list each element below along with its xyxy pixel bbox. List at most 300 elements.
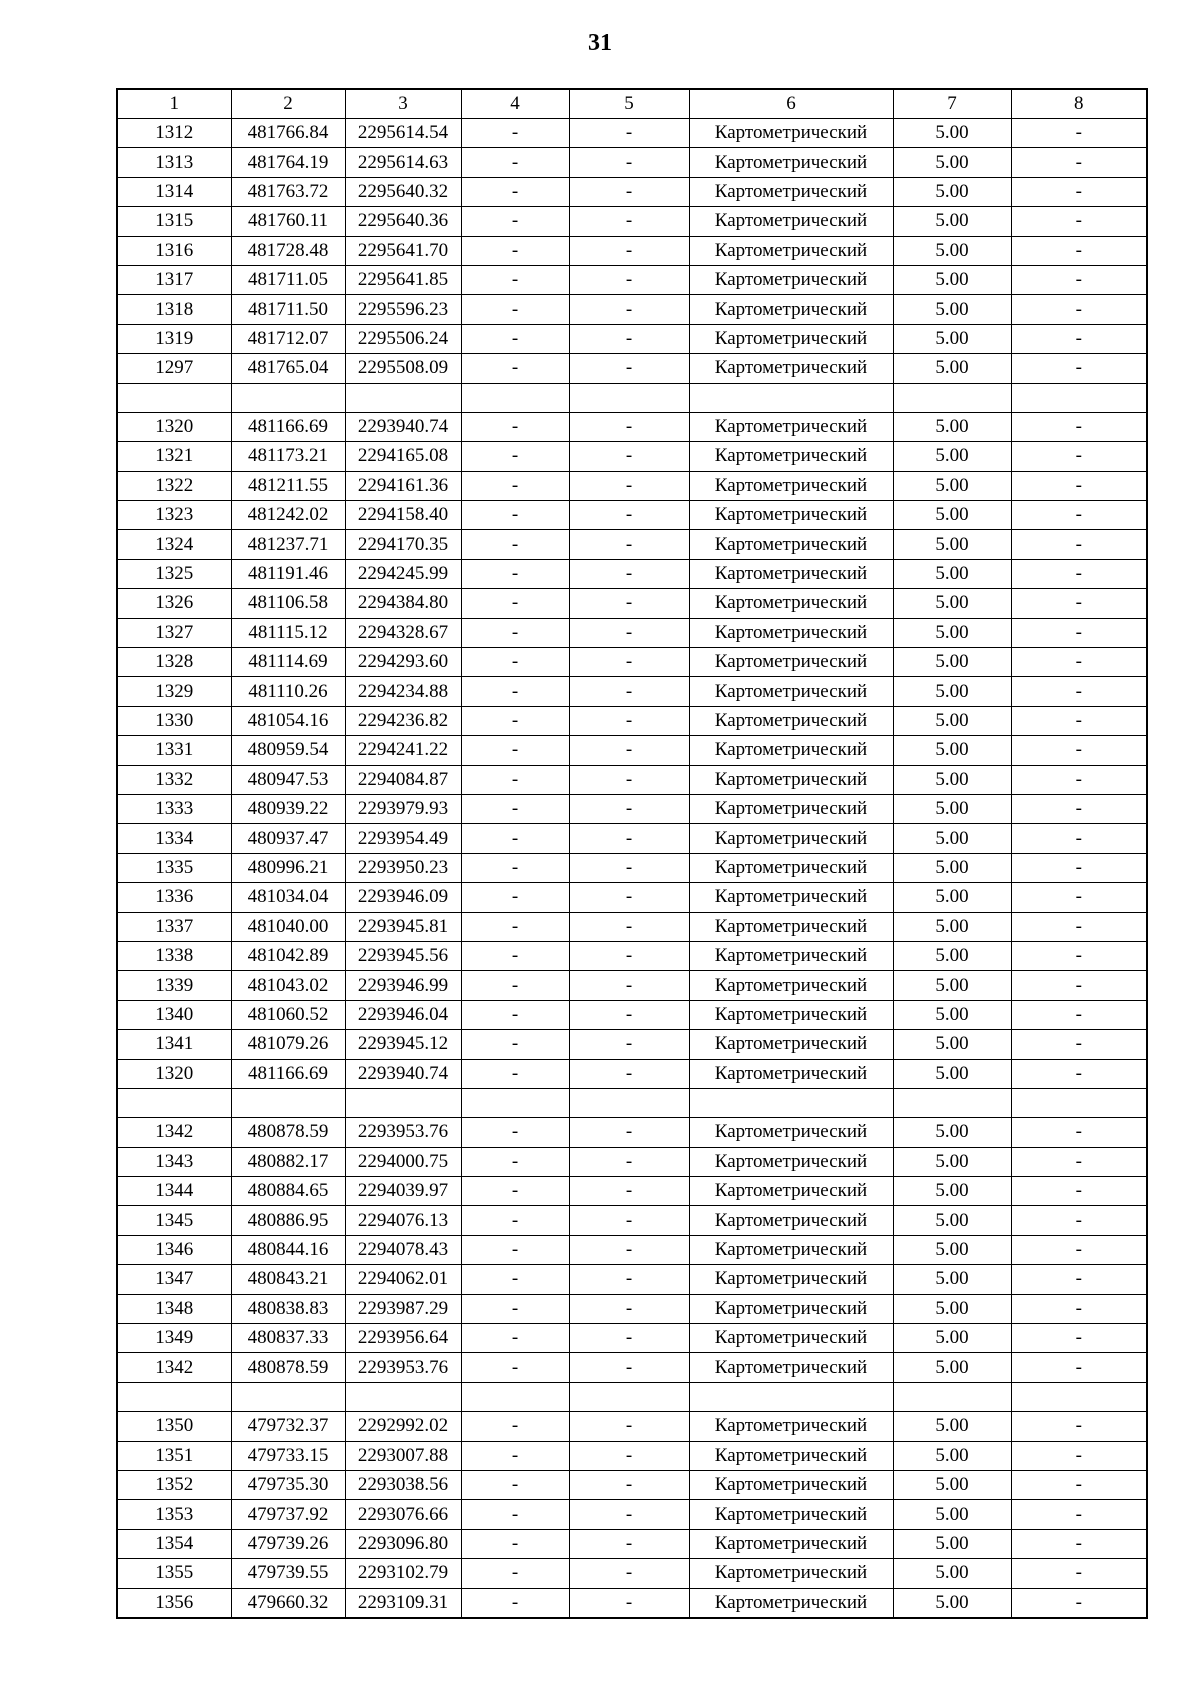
table-cell: - bbox=[461, 412, 569, 441]
table-cell: 2293038.56 bbox=[345, 1470, 461, 1499]
table-cell: 1297 bbox=[117, 354, 231, 383]
table-row bbox=[117, 1088, 1147, 1117]
table-cell bbox=[689, 1088, 893, 1117]
table-cell bbox=[231, 1382, 345, 1411]
table-cell: - bbox=[1011, 412, 1147, 441]
table-cell: 5.00 bbox=[893, 794, 1011, 823]
header-row bbox=[117, 89, 1147, 119]
table-cell: 1334 bbox=[117, 824, 231, 853]
table-row bbox=[117, 1059, 1147, 1088]
table-cell: - bbox=[569, 1324, 689, 1353]
table-cell: - bbox=[569, 412, 689, 441]
table-row bbox=[117, 559, 1147, 588]
table-cell: - bbox=[1011, 1353, 1147, 1382]
table-cell: Картометрический bbox=[689, 912, 893, 941]
table-cell bbox=[117, 1088, 231, 1117]
table-cell: - bbox=[569, 177, 689, 206]
table-cell: 1320 bbox=[117, 1059, 231, 1088]
table-cell bbox=[1011, 1382, 1147, 1411]
table-cell bbox=[117, 1382, 231, 1411]
table-cell: - bbox=[461, 442, 569, 471]
table-cell: - bbox=[569, 207, 689, 236]
table-cell: 2295640.32 bbox=[345, 177, 461, 206]
table-cell: 1317 bbox=[117, 265, 231, 294]
table-cell: - bbox=[461, 941, 569, 970]
table-cell: 1318 bbox=[117, 295, 231, 324]
table-cell: Картометрический bbox=[689, 1470, 893, 1499]
table-row bbox=[117, 1412, 1147, 1441]
table-cell: Картометрический bbox=[689, 1118, 893, 1147]
table-cell: Картометрический bbox=[689, 736, 893, 765]
table-cell: 5.00 bbox=[893, 207, 1011, 236]
table-row bbox=[117, 1588, 1147, 1618]
table-cell: 5.00 bbox=[893, 119, 1011, 148]
table-cell: 2293956.64 bbox=[345, 1324, 461, 1353]
table-cell: 481042.89 bbox=[231, 941, 345, 970]
table-cell: - bbox=[1011, 1441, 1147, 1470]
table-cell: 5.00 bbox=[893, 1059, 1011, 1088]
table-cell: 2294234.88 bbox=[345, 677, 461, 706]
table-row bbox=[117, 1382, 1147, 1411]
table-cell: - bbox=[1011, 501, 1147, 530]
table-cell: 2295508.09 bbox=[345, 354, 461, 383]
table-cell: - bbox=[569, 471, 689, 500]
table-cell bbox=[569, 1088, 689, 1117]
table-cell: - bbox=[461, 1206, 569, 1235]
table-cell: - bbox=[1011, 1529, 1147, 1558]
table-cell: - bbox=[1011, 265, 1147, 294]
table-cell: Картометрический bbox=[689, 589, 893, 618]
table-cell: 5.00 bbox=[893, 471, 1011, 500]
table-cell: 2294158.40 bbox=[345, 501, 461, 530]
table-row bbox=[117, 501, 1147, 530]
table-cell: Картометрический bbox=[689, 412, 893, 441]
table-cell: 2294062.01 bbox=[345, 1265, 461, 1294]
table-cell: Картометрический bbox=[689, 1030, 893, 1059]
table-cell: Картометрический bbox=[689, 765, 893, 794]
table-row bbox=[117, 1441, 1147, 1470]
table-cell: 480878.59 bbox=[231, 1353, 345, 1382]
table-cell: 481765.04 bbox=[231, 354, 345, 383]
table-cell bbox=[1011, 383, 1147, 412]
table-cell: - bbox=[461, 765, 569, 794]
table-cell bbox=[461, 1088, 569, 1117]
table-cell: 1344 bbox=[117, 1177, 231, 1206]
table-cell: - bbox=[1011, 648, 1147, 677]
table-cell: 5.00 bbox=[893, 530, 1011, 559]
table-cell: 480844.16 bbox=[231, 1235, 345, 1264]
table-cell: 1330 bbox=[117, 706, 231, 735]
table-cell: - bbox=[569, 1412, 689, 1441]
table-cell: - bbox=[461, 1470, 569, 1499]
table-cell: 481166.69 bbox=[231, 412, 345, 441]
table-cell: - bbox=[461, 119, 569, 148]
table-cell: 480843.21 bbox=[231, 1265, 345, 1294]
table-cell: - bbox=[1011, 295, 1147, 324]
table-cell: - bbox=[1011, 530, 1147, 559]
table-cell: - bbox=[1011, 824, 1147, 853]
table-cell: 481711.05 bbox=[231, 265, 345, 294]
table-cell: - bbox=[1011, 177, 1147, 206]
table-cell: - bbox=[1011, 1030, 1147, 1059]
table-cell bbox=[893, 1088, 1011, 1117]
table-row bbox=[117, 618, 1147, 647]
table-cell: - bbox=[569, 589, 689, 618]
table-cell: 480959.54 bbox=[231, 736, 345, 765]
table-cell: 1342 bbox=[117, 1353, 231, 1382]
table-cell: - bbox=[461, 1559, 569, 1588]
table-cell: 5.00 bbox=[893, 1353, 1011, 1382]
table-cell: - bbox=[569, 1441, 689, 1470]
table-cell: Картометрический bbox=[689, 1559, 893, 1588]
table-cell: - bbox=[461, 706, 569, 735]
table-cell: 5.00 bbox=[893, 765, 1011, 794]
table-cell: 1349 bbox=[117, 1324, 231, 1353]
table-cell: 2294236.82 bbox=[345, 706, 461, 735]
table-cell: - bbox=[1011, 1177, 1147, 1206]
table-cell: Картометрический bbox=[689, 207, 893, 236]
table-cell: 5.00 bbox=[893, 1529, 1011, 1558]
table-cell: 5.00 bbox=[893, 1235, 1011, 1264]
table-cell: - bbox=[461, 1353, 569, 1382]
table-cell: Картометрический bbox=[689, 1412, 893, 1441]
table-cell: 2294161.36 bbox=[345, 471, 461, 500]
table-cell: - bbox=[461, 971, 569, 1000]
table-cell: 2294000.75 bbox=[345, 1147, 461, 1176]
table-cell: 481242.02 bbox=[231, 501, 345, 530]
table-cell: - bbox=[569, 1235, 689, 1264]
column-header: 5 bbox=[569, 89, 689, 119]
table-cell: 481079.26 bbox=[231, 1030, 345, 1059]
table-cell: 1343 bbox=[117, 1147, 231, 1176]
table-cell: 481711.50 bbox=[231, 295, 345, 324]
table-cell: 480884.65 bbox=[231, 1177, 345, 1206]
table-cell: - bbox=[1011, 1559, 1147, 1588]
table-cell: 2293953.76 bbox=[345, 1353, 461, 1382]
table-cell: - bbox=[569, 324, 689, 353]
table-cell: 1351 bbox=[117, 1441, 231, 1470]
table-cell: - bbox=[1011, 148, 1147, 177]
table-cell: 2293109.31 bbox=[345, 1588, 461, 1618]
table-cell: - bbox=[1011, 706, 1147, 735]
column-header: 3 bbox=[345, 89, 461, 119]
table-cell: 2294245.99 bbox=[345, 559, 461, 588]
table-cell: 5.00 bbox=[893, 442, 1011, 471]
table-cell: - bbox=[1011, 853, 1147, 882]
table-row bbox=[117, 883, 1147, 912]
table-cell: - bbox=[461, 324, 569, 353]
table-cell: Картометрический bbox=[689, 559, 893, 588]
table-cell: 2294084.87 bbox=[345, 765, 461, 794]
table-cell: Картометрический bbox=[689, 1235, 893, 1264]
table-cell: - bbox=[1011, 883, 1147, 912]
table-cell: - bbox=[461, 295, 569, 324]
table-cell: 481054.16 bbox=[231, 706, 345, 735]
table-cell: 5.00 bbox=[893, 1294, 1011, 1323]
table-cell: 2294076.13 bbox=[345, 1206, 461, 1235]
table-cell: 5.00 bbox=[893, 1265, 1011, 1294]
table-cell: 2295641.70 bbox=[345, 236, 461, 265]
table-cell: - bbox=[1011, 354, 1147, 383]
column-header: 7 bbox=[893, 89, 1011, 119]
table-cell: - bbox=[569, 706, 689, 735]
table-cell: Картометрический bbox=[689, 177, 893, 206]
table-cell: 2293007.88 bbox=[345, 1441, 461, 1470]
table-cell: 481760.11 bbox=[231, 207, 345, 236]
table-cell: - bbox=[1011, 1147, 1147, 1176]
table-cell: 2295641.85 bbox=[345, 265, 461, 294]
table-cell: 481110.26 bbox=[231, 677, 345, 706]
table-cell: 1314 bbox=[117, 177, 231, 206]
table-row bbox=[117, 1470, 1147, 1499]
table-cell: - bbox=[569, 1206, 689, 1235]
column-header: 6 bbox=[689, 89, 893, 119]
table-cell: Картометрический bbox=[689, 648, 893, 677]
table-cell: - bbox=[461, 501, 569, 530]
table-cell: 1315 bbox=[117, 207, 231, 236]
table-cell: 5.00 bbox=[893, 941, 1011, 970]
table-cell: Картометрический bbox=[689, 295, 893, 324]
table-cell: - bbox=[461, 354, 569, 383]
table-row bbox=[117, 354, 1147, 383]
table-cell: 479660.32 bbox=[231, 1588, 345, 1618]
table-cell: - bbox=[1011, 794, 1147, 823]
table-cell: Картометрический bbox=[689, 442, 893, 471]
table-cell: Картометрический bbox=[689, 824, 893, 853]
table-cell: 480837.33 bbox=[231, 1324, 345, 1353]
table-cell: - bbox=[569, 1000, 689, 1029]
table-cell: 2294293.60 bbox=[345, 648, 461, 677]
table-row bbox=[117, 119, 1147, 148]
table-cell: - bbox=[569, 853, 689, 882]
table-cell: 481712.07 bbox=[231, 324, 345, 353]
table-row bbox=[117, 148, 1147, 177]
table-cell: 1348 bbox=[117, 1294, 231, 1323]
table-cell: - bbox=[569, 912, 689, 941]
table-cell: 5.00 bbox=[893, 1588, 1011, 1618]
table-row bbox=[117, 1559, 1147, 1588]
table-cell bbox=[117, 383, 231, 412]
table-cell: 2294078.43 bbox=[345, 1235, 461, 1264]
table-cell: - bbox=[569, 736, 689, 765]
table-cell: 5.00 bbox=[893, 412, 1011, 441]
table-cell: - bbox=[1011, 1235, 1147, 1264]
table-cell: Картометрический bbox=[689, 1177, 893, 1206]
table-cell: Картометрический bbox=[689, 119, 893, 148]
table-cell: - bbox=[569, 265, 689, 294]
table-cell: - bbox=[569, 1500, 689, 1529]
table-cell: - bbox=[1011, 1265, 1147, 1294]
table-cell: - bbox=[461, 824, 569, 853]
table-row bbox=[117, 677, 1147, 706]
table-cell: - bbox=[569, 1470, 689, 1499]
table-cell: 480939.22 bbox=[231, 794, 345, 823]
table-cell: 5.00 bbox=[893, 324, 1011, 353]
table-cell bbox=[569, 1382, 689, 1411]
table-cell: 1319 bbox=[117, 324, 231, 353]
table-cell: Картометрический bbox=[689, 794, 893, 823]
table-cell: 5.00 bbox=[893, 1000, 1011, 1029]
table-cell: - bbox=[461, 148, 569, 177]
table-row bbox=[117, 1324, 1147, 1353]
table-cell: - bbox=[1011, 324, 1147, 353]
table-cell: 1332 bbox=[117, 765, 231, 794]
table-row bbox=[117, 824, 1147, 853]
table-cell: - bbox=[1011, 207, 1147, 236]
column-header: 8 bbox=[1011, 89, 1147, 119]
table-cell: 5.00 bbox=[893, 1147, 1011, 1176]
table-cell: 2294328.67 bbox=[345, 618, 461, 647]
table-cell: 1316 bbox=[117, 236, 231, 265]
table-cell: - bbox=[569, 765, 689, 794]
table-cell: 479732.37 bbox=[231, 1412, 345, 1441]
table-cell: - bbox=[1011, 1470, 1147, 1499]
table-row bbox=[117, 295, 1147, 324]
column-header: 2 bbox=[231, 89, 345, 119]
table-cell: Картометрический bbox=[689, 941, 893, 970]
table-cell: 1322 bbox=[117, 471, 231, 500]
table-cell: - bbox=[461, 1118, 569, 1147]
table-cell: - bbox=[1011, 677, 1147, 706]
table-cell: 480996.21 bbox=[231, 853, 345, 882]
table-row bbox=[117, 1265, 1147, 1294]
table-cell: - bbox=[569, 295, 689, 324]
table-cell: - bbox=[569, 1265, 689, 1294]
table-cell: 2293945.12 bbox=[345, 1030, 461, 1059]
table-cell bbox=[345, 1382, 461, 1411]
table-cell: - bbox=[1011, 765, 1147, 794]
table-cell: 1329 bbox=[117, 677, 231, 706]
table-row bbox=[117, 1118, 1147, 1147]
table-cell: 479735.30 bbox=[231, 1470, 345, 1499]
table-cell: 2293987.29 bbox=[345, 1294, 461, 1323]
table-cell: 5.00 bbox=[893, 736, 1011, 765]
table-cell: - bbox=[1011, 1118, 1147, 1147]
table-cell: 481237.71 bbox=[231, 530, 345, 559]
table-cell: 1336 bbox=[117, 883, 231, 912]
table-cell: 5.00 bbox=[893, 1206, 1011, 1235]
table-cell: 481034.04 bbox=[231, 883, 345, 912]
table-cell: - bbox=[461, 207, 569, 236]
table-cell: - bbox=[569, 941, 689, 970]
table-cell bbox=[689, 383, 893, 412]
table-row bbox=[117, 324, 1147, 353]
table-cell: 2293102.79 bbox=[345, 1559, 461, 1588]
table-cell: - bbox=[569, 1353, 689, 1382]
table-cell: - bbox=[569, 883, 689, 912]
table-row bbox=[117, 941, 1147, 970]
table-cell: - bbox=[461, 1177, 569, 1206]
table-cell bbox=[689, 1382, 893, 1411]
table-cell: - bbox=[569, 1030, 689, 1059]
table-cell: 2293979.93 bbox=[345, 794, 461, 823]
table-cell: 5.00 bbox=[893, 1441, 1011, 1470]
table-cell: Картометрический bbox=[689, 1529, 893, 1558]
table-cell: 1320 bbox=[117, 412, 231, 441]
table-cell: 2295506.24 bbox=[345, 324, 461, 353]
table-cell: 480886.95 bbox=[231, 1206, 345, 1235]
table-cell: - bbox=[569, 1559, 689, 1588]
page-number: 31 bbox=[588, 30, 612, 56]
table-cell: Картометрический bbox=[689, 971, 893, 1000]
table-cell: 481043.02 bbox=[231, 971, 345, 1000]
table-cell: 2293950.23 bbox=[345, 853, 461, 882]
table-cell: 481106.58 bbox=[231, 589, 345, 618]
table-cell: - bbox=[569, 648, 689, 677]
table-row bbox=[117, 765, 1147, 794]
table-cell: - bbox=[1011, 559, 1147, 588]
table-cell: - bbox=[1011, 912, 1147, 941]
table-cell: 481763.72 bbox=[231, 177, 345, 206]
table-cell: - bbox=[461, 1265, 569, 1294]
table-cell: 479739.26 bbox=[231, 1529, 345, 1558]
table-cell bbox=[893, 1382, 1011, 1411]
table-cell: 481040.00 bbox=[231, 912, 345, 941]
table-cell: Картометрический bbox=[689, 1324, 893, 1353]
table-cell: - bbox=[1011, 736, 1147, 765]
column-header: 4 bbox=[461, 89, 569, 119]
table-cell: 1354 bbox=[117, 1529, 231, 1558]
table-row bbox=[117, 648, 1147, 677]
table-cell: 2293954.49 bbox=[345, 824, 461, 853]
table-cell: Картометрический bbox=[689, 1588, 893, 1618]
table-cell bbox=[1011, 1088, 1147, 1117]
table-cell: 1337 bbox=[117, 912, 231, 941]
table-cell: - bbox=[1011, 618, 1147, 647]
table-cell: 1341 bbox=[117, 1030, 231, 1059]
table-cell: 479739.55 bbox=[231, 1559, 345, 1588]
table-row bbox=[117, 706, 1147, 735]
table-cell: 479733.15 bbox=[231, 1441, 345, 1470]
table-cell: 5.00 bbox=[893, 589, 1011, 618]
table-cell: 5.00 bbox=[893, 177, 1011, 206]
table-cell: - bbox=[461, 530, 569, 559]
table-cell: - bbox=[461, 1059, 569, 1088]
table-cell: - bbox=[461, 1588, 569, 1618]
table-cell: - bbox=[461, 912, 569, 941]
table-cell: 5.00 bbox=[893, 1324, 1011, 1353]
table-cell bbox=[569, 383, 689, 412]
table-row bbox=[117, 471, 1147, 500]
table-cell: - bbox=[1011, 1412, 1147, 1441]
table-cell: - bbox=[1011, 1000, 1147, 1029]
table-cell: 5.00 bbox=[893, 883, 1011, 912]
table-cell bbox=[461, 1382, 569, 1411]
table-cell: 5.00 bbox=[893, 853, 1011, 882]
table-cell: Картометрический bbox=[689, 853, 893, 882]
table-cell: - bbox=[461, 177, 569, 206]
table-cell: Картометрический bbox=[689, 706, 893, 735]
table-body bbox=[117, 89, 1147, 1618]
table-cell: Картометрический bbox=[689, 530, 893, 559]
table-cell: - bbox=[1011, 119, 1147, 148]
table-cell: - bbox=[461, 1500, 569, 1529]
table-cell: Картометрический bbox=[689, 265, 893, 294]
table-row bbox=[117, 971, 1147, 1000]
table-row bbox=[117, 1206, 1147, 1235]
table-cell: 1352 bbox=[117, 1470, 231, 1499]
table-row bbox=[117, 1294, 1147, 1323]
table-cell: 480838.83 bbox=[231, 1294, 345, 1323]
table-cell: 479737.92 bbox=[231, 1500, 345, 1529]
table-cell: - bbox=[569, 1177, 689, 1206]
table-cell: 5.00 bbox=[893, 295, 1011, 324]
table-row bbox=[117, 1177, 1147, 1206]
table-cell: - bbox=[569, 971, 689, 1000]
table-cell: 1353 bbox=[117, 1500, 231, 1529]
table-cell bbox=[345, 1088, 461, 1117]
table-cell: - bbox=[461, 471, 569, 500]
